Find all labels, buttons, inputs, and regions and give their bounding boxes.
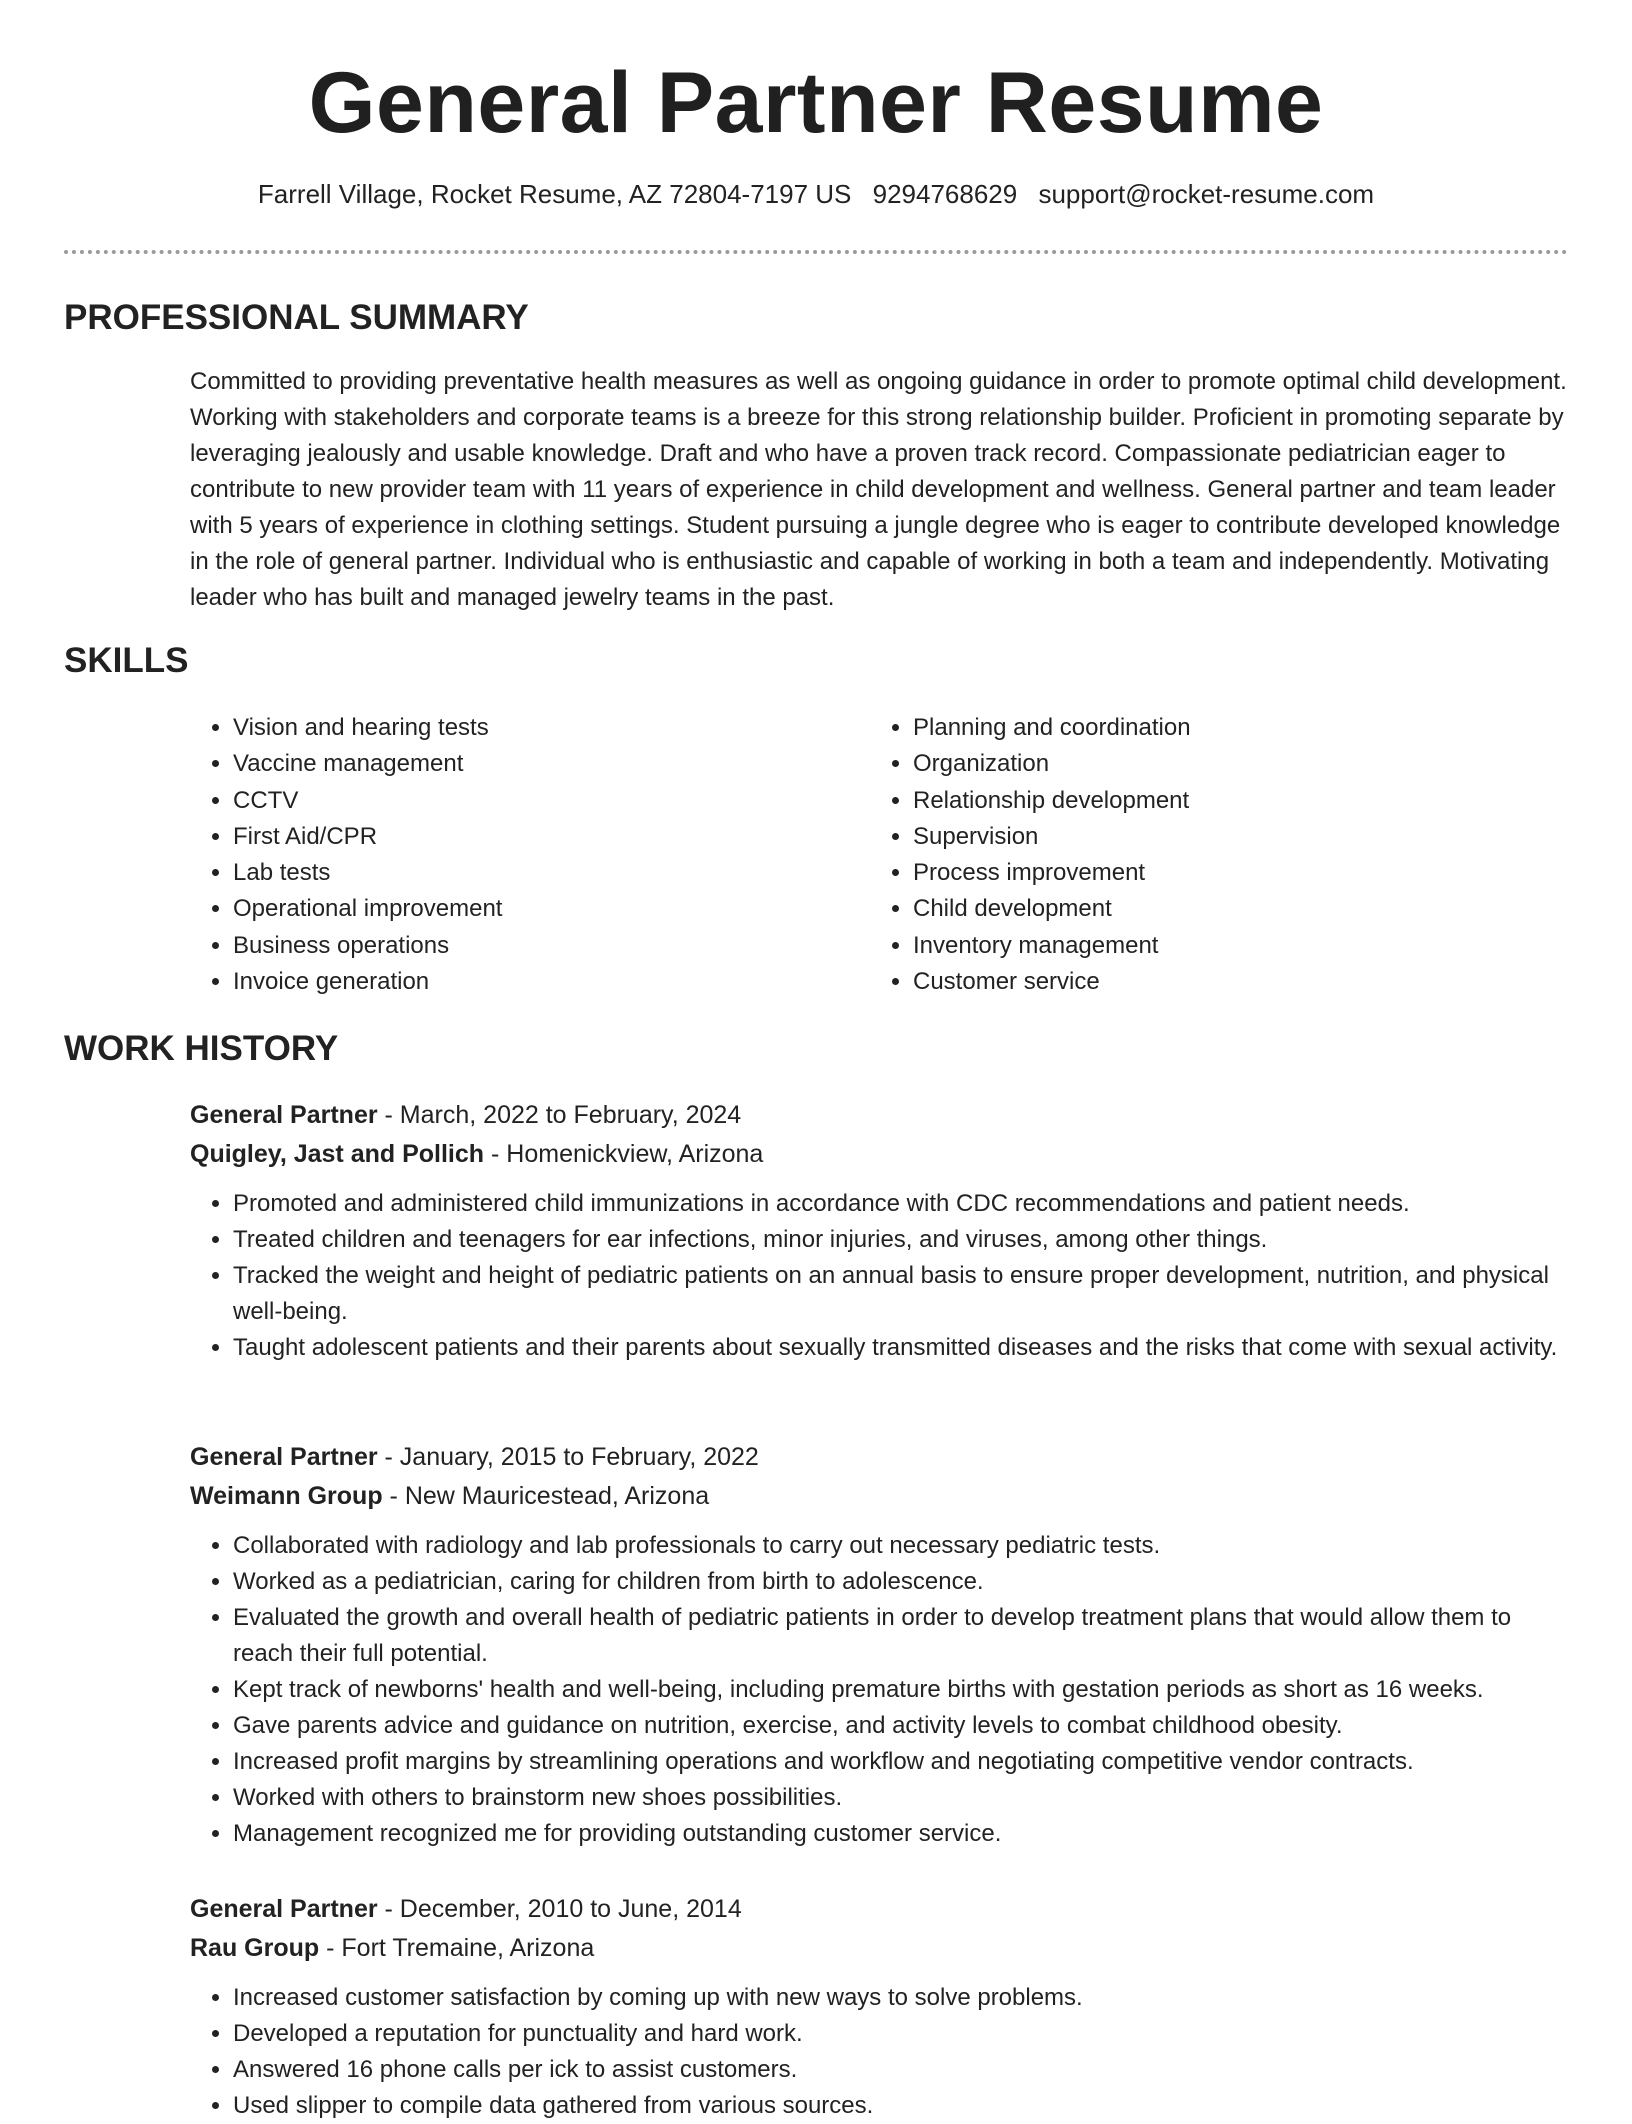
skill-item: • Process improvement [913,855,1550,891]
job-title: General Partner [190,1443,378,1471]
skill-item: • Operational improvement [233,891,870,927]
resume-title: General Partner Resume [308,55,1324,151]
job-title-line [190,1096,1570,1135]
job-bullet: • Collaborated with radiology and lab professionals to carry out necessary pediatric tests. [233,1528,1570,1564]
job-bullet: • Worked with others to brainstorm new shoes possibilities. [233,1780,1570,1816]
job-bullet: • Increased profit margins by streamlining operations and workflow and negotiating competitive vendor contracts. [233,1744,1570,1780]
job-company: Quigley, Jast and Pollich [190,1140,485,1168]
job-bullets [190,1528,1570,1852]
job-company-line [190,1929,1570,1968]
job-company: Weimann Group [190,1482,383,1510]
skill-item: • Vaccine management [233,746,870,782]
section-title-summary: PROFESSIONAL SUMMARY [64,298,529,337]
job-title: General Partner [190,1895,378,1923]
contact-email: support@rocket-resume.com [1038,179,1375,209]
summary-text: Committed to providing preventative health measures as well as ongoing guidance in order to promote optimal child development. Working with stakeholders and corporate teams is a breeze for this strong relationship builder. Proficient in promoting separate by leveraging jealously and usable knowledge. Draft and who have a proven track record. Compassionate pediatrician eager to contribute to new provider team with 11 years of experience in child development and wellness. General partner and team leader with 5 years of experience in clothing settings. Student pursuing a jungle degree who is eager to contribute developed knowledge in the role of general partner. Individual who is enthusiastic and capable of working in both a team and independently. Motivating leader who has built and managed jewelry teams in the past. [190,368,1567,611]
skills-list [190,710,1570,1000]
job-bullet: • Answered 16 phone calls per ick to assist customers. [233,2052,1570,2088]
job-location: - Homenickview, Arizona [484,1140,764,1168]
job-dates: - December, 2010 to June, 2014 [377,1895,742,1923]
job-entry [190,1438,1570,1852]
contact-line [0,178,1632,212]
job-bullet: • Used slipper to compile data gathered from various sources. [233,2088,1570,2124]
job-company: Rau Group [190,1934,320,1962]
skill-item: • Invoice generation [233,964,870,1000]
skill-item: • Child development [913,891,1550,927]
section-title-work-history: WORK HISTORY [64,1029,339,1068]
job-dates: - January, 2015 to February, 2022 [377,1443,759,1471]
contact-phone: 9294768629 [872,179,1018,209]
job-bullet: • Gave parents advice and guidance on nutrition, exercise, and activity levels to combat childhood obesity. [233,1708,1570,1744]
job-bullet: • Management recognized me for providing outstanding customer service. [233,1816,1570,1852]
job-bullets [190,1186,1570,1366]
job-location: - Fort Tremaine, Arizona [319,1934,595,1962]
skill-item: • First Aid/CPR [233,819,870,855]
job-company-line [190,1135,1570,1174]
job-location: - New Mauricestead, Arizona [382,1482,710,1510]
job-bullet: • Developed a reputation for punctuality and hard work. [233,2016,1570,2052]
job-bullet: • Treated children and teenagers for ear infections, minor injuries, and viruses, among other things. [233,1222,1570,1258]
job-bullet: • Increased customer satisfaction by coming up with new ways to solve problems. [233,1980,1570,2016]
skill-item: • Organization [913,746,1550,782]
job-dates: - March, 2022 to February, 2024 [377,1101,742,1129]
skills-column-left [190,710,870,1000]
job-bullet: • Tracked the weight and height of pediatric patients on an annual basis to ensure proper development, nutrition, and physical well-being. [233,1258,1570,1330]
job-bullets [190,1980,1570,2124]
skill-item: • Planning and coordination [913,710,1550,746]
skill-item: • Supervision [913,819,1550,855]
job-title-line [190,1890,1570,1929]
job-bullet: • Kept track of newborns' health and well-being, including premature births with gestation periods as short as 16 weeks. [233,1672,1570,1708]
job-entry [190,1096,1570,1366]
job-title-line [190,1438,1570,1477]
skill-item: • Relationship development [913,783,1550,819]
job-title: General Partner [190,1101,378,1129]
job-bullet: • Evaluated the growth and overall health of pediatric patients in order to develop treatment plans that would allow them to reach their full potential. [233,1600,1570,1672]
job-entry [190,1890,1570,2124]
skill-item: • Business operations [233,928,870,964]
section-title-skills: SKILLS [64,641,189,680]
contact-address: Farrell Village, Rocket Resume, AZ 72804-7197 US [257,179,852,209]
job-bullet: • Taught adolescent patients and their parents about sexually transmitted diseases and the risks that come with sexual activity. [233,1330,1570,1366]
job-company-line [190,1477,1570,1516]
skill-item: • Customer service [913,964,1550,1000]
header-divider [64,250,1568,254]
skills-column-right [870,710,1550,1000]
job-bullet: • Worked as a pediatrician, caring for children from birth to adolescence. [233,1564,1570,1600]
skill-item: • Lab tests [233,855,870,891]
skill-item: • Vision and hearing tests [233,710,870,746]
job-bullet: • Promoted and administered child immunizations in accordance with CDC recommendations and patient needs. [233,1186,1570,1222]
skill-item: • CCTV [233,783,870,819]
skill-item: • Inventory management [913,928,1550,964]
